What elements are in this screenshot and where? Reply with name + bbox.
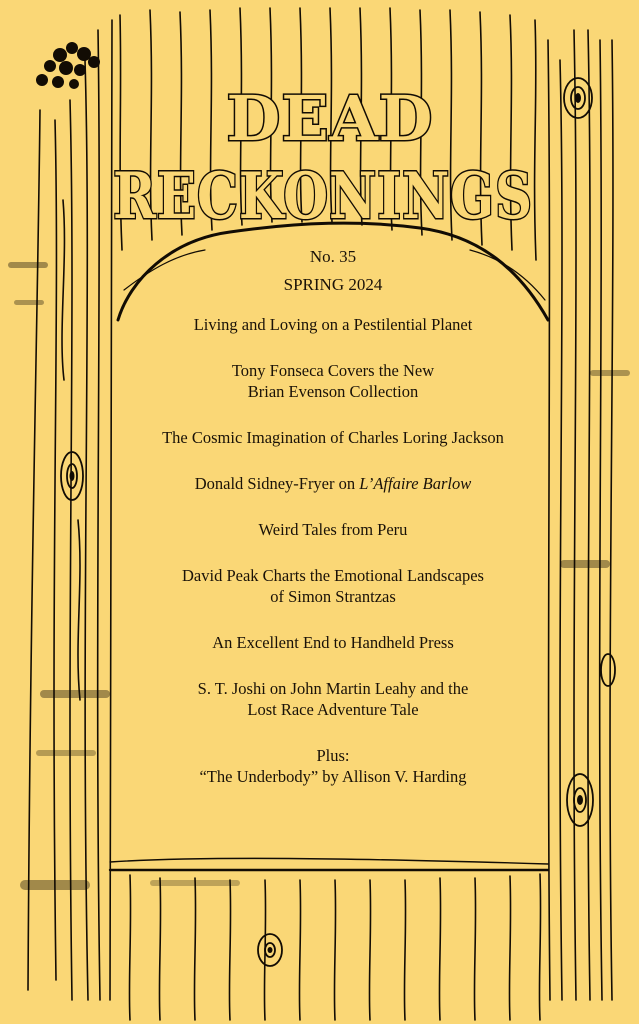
table-of-contents	[118, 314, 548, 787]
issue-number: No. 35	[309, 247, 357, 266]
toc-entry-line: Brian Evenson Collection	[247, 382, 419, 401]
toc-entry-line	[118, 473, 548, 494]
toc-entry-line: Plus:	[316, 746, 350, 765]
toc-entry-line: David Peak Charts the Emotional Landscapes	[182, 566, 484, 585]
toc-entry-line: Tony Fonseca Covers the New	[231, 361, 435, 380]
toc-spacer	[118, 607, 548, 632]
leaf-cluster-icon	[36, 42, 100, 89]
toc-entry-line: Living and Loving on a Pestilential Planet	[193, 315, 473, 334]
masthead-line-1: DEAD	[226, 82, 434, 155]
toc-entry-italic-title: L’Affaire Barlow	[359, 474, 472, 493]
masthead-title	[113, 82, 533, 234]
toc-entry-line: Weird Tales from Peru	[258, 520, 408, 539]
toc-entry-line: Lost Race Adventure Tale	[247, 700, 419, 719]
toc-spacer	[118, 494, 548, 519]
toc-entry-text: Donald Sidney-Fryer on	[194, 474, 360, 493]
toc-entry-line: “The Underbody” by Allison V. Harding	[199, 767, 467, 786]
toc-spacer	[118, 335, 548, 360]
masthead-line-2: RECKONINGS	[113, 159, 533, 234]
toc-spacer	[118, 402, 548, 427]
toc-entry-line: of Simon Strantzas	[270, 587, 396, 606]
toc-entry-line: An Excellent End to Handheld Press	[212, 633, 454, 652]
contents-panel	[118, 240, 548, 860]
toc-entry-line: S. T. Joshi on John Martin Leahy and the	[197, 679, 469, 698]
toc-spacer	[118, 653, 548, 678]
toc-entry-line: The Cosmic Imagination of Charles Loring Jackson	[162, 428, 504, 447]
toc-spacer	[118, 448, 548, 473]
toc-spacer	[118, 540, 548, 565]
issue-season: SPRING 2024	[283, 275, 383, 294]
toc-spacer	[118, 720, 548, 745]
